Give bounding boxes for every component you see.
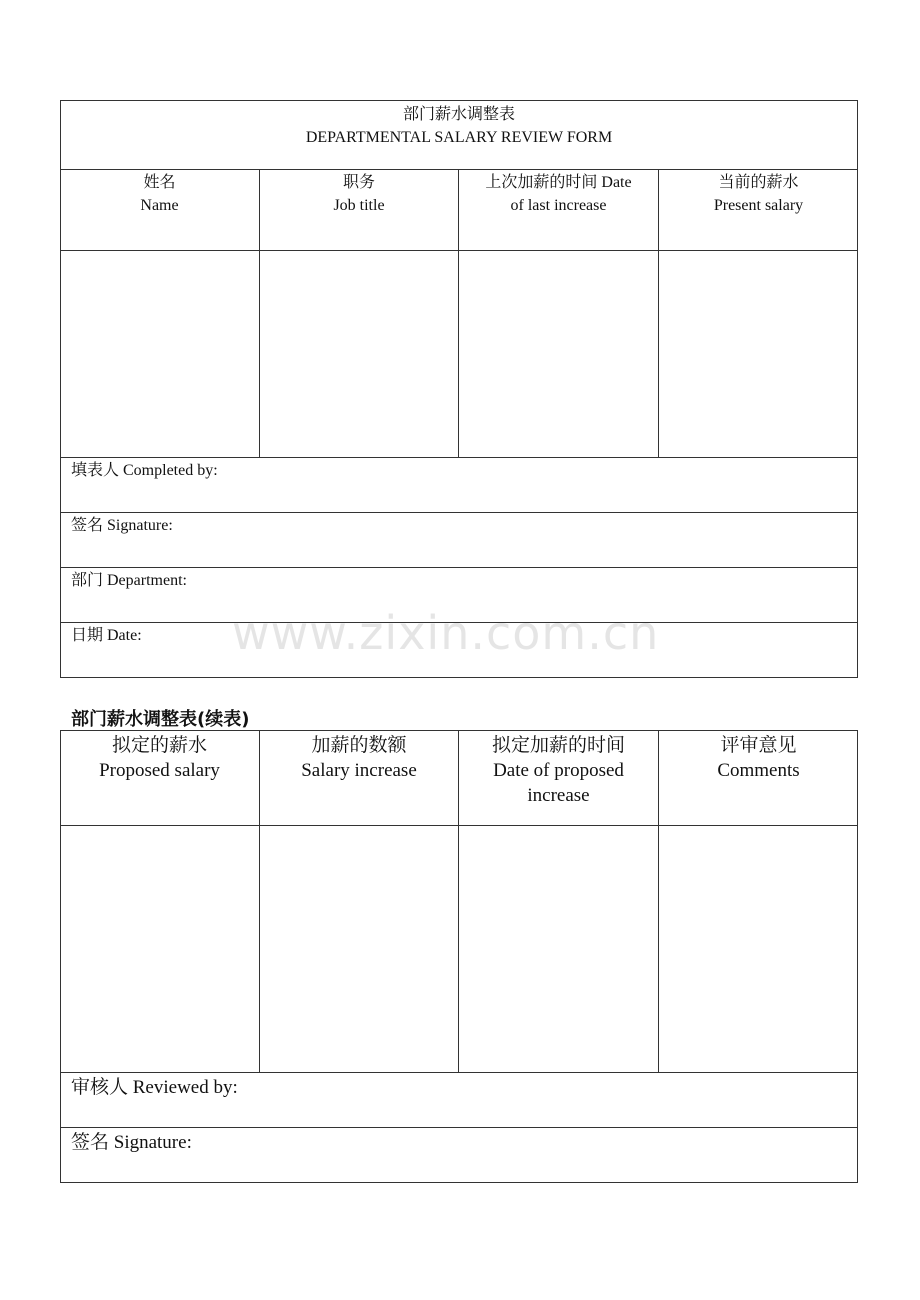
column-header-en: Job title — [333, 197, 385, 214]
column-header-cn: 上次加薪的时间 Date — [485, 174, 632, 191]
column-header-en: Present salary — [713, 197, 804, 214]
column-header-present-salary — [659, 171, 858, 217]
divider — [60, 1127, 858, 1128]
date-field[interactable]: 日期 Date: — [71, 627, 142, 644]
completed-by-field[interactable]: 填表人 Completed by: — [71, 462, 218, 479]
column-header-cn: 加薪的数额 — [311, 735, 407, 756]
present-salary-entry-cell[interactable] — [659, 251, 857, 457]
last-increase-entry-cell[interactable] — [459, 251, 658, 457]
reviewed-by-field[interactable]: 审核人 Reviewed by: — [71, 1077, 238, 1098]
column-header-cn: 评审意见 — [720, 735, 797, 756]
column-header-en: Name — [140, 197, 179, 214]
column-header-salary-increase — [260, 733, 458, 783]
salary-increase-entry-cell[interactable] — [260, 826, 458, 1072]
column-header-en: of last increase — [510, 197, 607, 214]
divider — [60, 512, 858, 513]
reviewer-signature-field[interactable]: 签名 Signature: — [71, 1132, 192, 1153]
proposed-salary-entry-cell[interactable] — [61, 826, 259, 1072]
divider — [60, 169, 858, 170]
proposed-date-entry-cell[interactable] — [459, 826, 658, 1072]
comments-entry-cell[interactable] — [659, 826, 857, 1072]
column-header-comments — [659, 733, 858, 783]
divider — [60, 567, 858, 568]
form-title-cn: 部门薪水调整表 — [402, 106, 515, 123]
watermark: www.zixin.com.cn — [232, 606, 660, 660]
form-title — [60, 103, 858, 149]
job-title-entry-cell[interactable] — [260, 251, 458, 457]
column-header-cn: 当前的薪水 — [718, 174, 799, 191]
divider — [60, 1072, 858, 1073]
column-header-en: Date of proposed — [493, 760, 624, 781]
column-header-proposed-salary — [60, 733, 259, 783]
divider — [60, 457, 858, 458]
signature-field[interactable]: 签名 Signature: — [71, 517, 173, 534]
form-title-en: DEPARTMENTAL SALARY REVIEW FORM — [305, 129, 613, 146]
department-field[interactable]: 部门 Department: — [71, 572, 187, 589]
column-header-en-line2: increase — [527, 785, 590, 806]
column-header-cn: 职务 — [342, 174, 375, 191]
column-header-cn: 拟定加薪的时间 — [491, 735, 625, 756]
column-header-cn: 拟定的薪水 — [111, 735, 207, 756]
column-header-name — [60, 171, 259, 217]
name-entry-cell[interactable] — [61, 251, 259, 457]
column-header-en: Salary increase — [301, 760, 417, 781]
column-header-en: Proposed salary — [99, 760, 220, 781]
column-header-job-title — [260, 171, 458, 217]
column-header-en: Comments — [717, 760, 800, 781]
continuation-title: 部门薪水调整表(续表) — [71, 709, 250, 730]
column-header-cn: 姓名 — [143, 174, 176, 191]
column-header-last-increase — [459, 171, 658, 217]
column-header-date-of-proposed-increase — [459, 733, 658, 808]
